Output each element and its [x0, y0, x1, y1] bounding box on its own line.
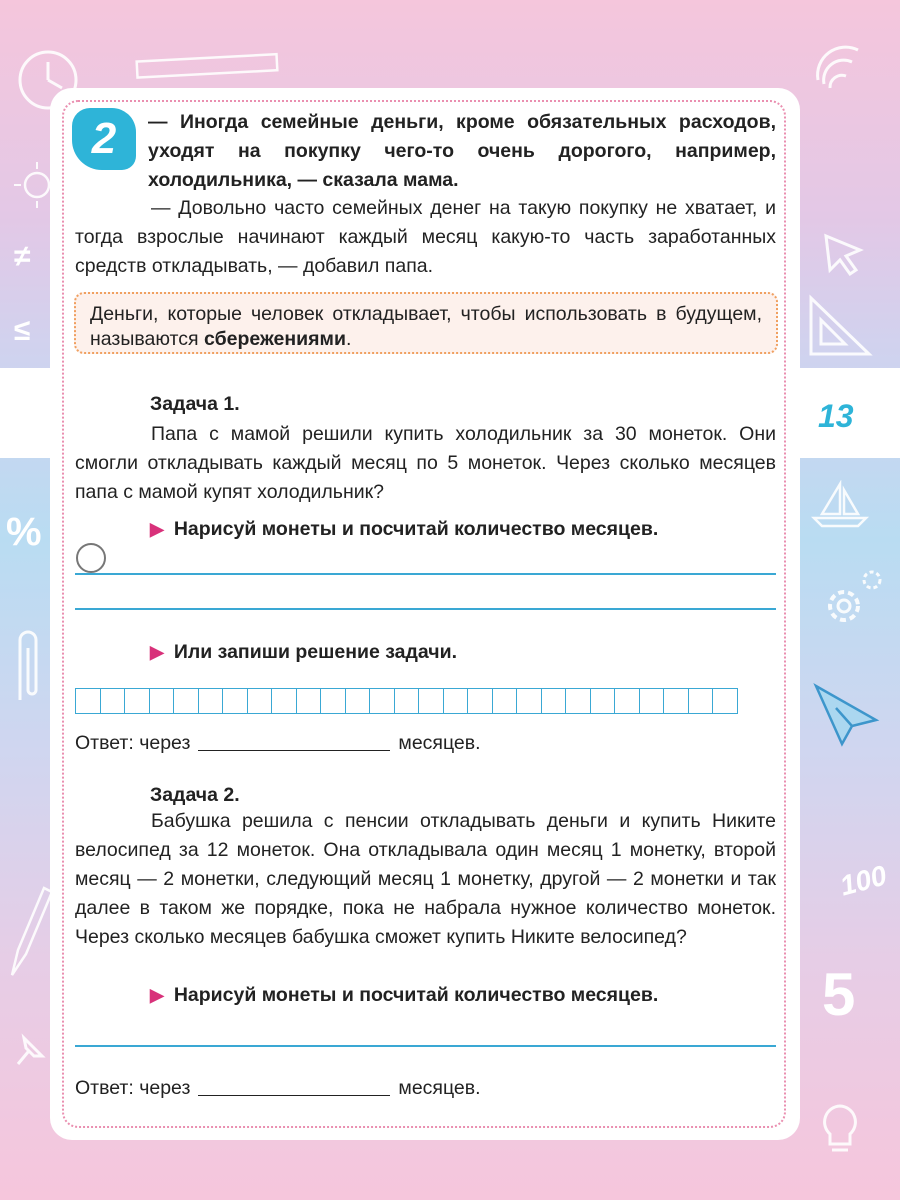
task1-draw-instruction — [150, 518, 658, 541]
grid-cell[interactable] — [370, 688, 395, 714]
arrow-icon: ▶ — [150, 642, 164, 662]
grid-cell[interactable] — [713, 688, 738, 714]
grid-cell[interactable] — [517, 688, 542, 714]
hundred-icon: 100 — [836, 859, 890, 902]
answer-blank[interactable] — [198, 732, 390, 751]
grid-cell[interactable] — [223, 688, 248, 714]
grid-cell[interactable] — [542, 688, 567, 714]
grid-cell[interactable] — [566, 688, 591, 714]
page-number: 13 — [818, 398, 854, 434]
answer-blank[interactable] — [198, 1077, 390, 1096]
paper-plane-icon — [812, 680, 882, 750]
grid-cell[interactable] — [468, 688, 493, 714]
wifi-icon — [810, 40, 870, 100]
grid-cell[interactable] — [199, 688, 224, 714]
definition-end: . — [345, 328, 352, 350]
grid-cell[interactable] — [272, 688, 297, 714]
answer-prefix: Ответ: через — [75, 732, 191, 754]
grid-cell[interactable] — [689, 688, 714, 714]
answer-prefix: Ответ: через — [75, 1077, 191, 1099]
task1-title: Задача 1. — [150, 393, 240, 415]
grid-cell[interactable] — [346, 688, 371, 714]
grid-cell[interactable] — [297, 688, 322, 714]
answer-suffix: месяцев. — [398, 732, 481, 754]
drawing-line-2[interactable] — [75, 608, 776, 610]
grid-cell[interactable] — [101, 688, 126, 714]
task2-answer — [75, 1077, 481, 1100]
sailboat-icon — [810, 480, 870, 530]
triangle-ruler-icon — [805, 290, 875, 360]
grid-cell[interactable] — [493, 688, 518, 714]
cursor-icon — [820, 230, 870, 280]
percent-icon: % — [6, 510, 42, 554]
task1-text: Папа с мамой решили купить холодильник за 30 монеток. Они смогли откладывать каждый месяц по 5 монеток. Через сколько месяцев папа с мамой купят холодильник? — [75, 423, 776, 503]
drawing-line-1[interactable] — [75, 573, 776, 575]
less-equal-icon: ≤ — [14, 314, 31, 347]
arrow-icon: ▶ — [150, 985, 164, 1005]
grid-cell[interactable] — [419, 688, 444, 714]
task2-text: Бабушка решила с пенсии откладывать деньги и купить Никите велосипед за 12 монеток. Она откладывала один месяц 1 монетку, второй месяц — 2 монетки, следующий месяц 1 монетку, другой — 2 монетки и так далее в таком же порядке, пока не набрала нужное количество монеток. Через сколько месяцев бабушка сможет купить Никите велосипед? — [75, 810, 776, 948]
lightbulb-icon — [815, 1100, 865, 1160]
grid-cell[interactable] — [150, 688, 175, 714]
grid-cell[interactable] — [76, 688, 101, 714]
grid-cell[interactable] — [664, 688, 689, 714]
task1-body — [75, 420, 776, 507]
task1-write-label: Или запиши решение задачи. — [173, 641, 457, 663]
grid-cell[interactable] — [591, 688, 616, 714]
definition-text: Деньги, которые человек откладывает, чтобы использовать в будущем, называются — [90, 303, 762, 350]
solution-grid[interactable] — [75, 688, 738, 714]
grid-cell[interactable] — [321, 688, 346, 714]
intro-paragraph — [75, 194, 776, 281]
gear-icon — [818, 568, 888, 638]
grid-cell[interactable] — [395, 688, 420, 714]
drawing-line-3[interactable] — [75, 1045, 776, 1047]
task1-answer — [75, 732, 481, 755]
grid-cell[interactable] — [248, 688, 273, 714]
grid-cell[interactable] — [640, 688, 665, 714]
pencil-icon — [4, 880, 54, 980]
grid-cell[interactable] — [444, 688, 469, 714]
pushpin-icon — [10, 1030, 50, 1070]
task2-title: Задача 2. — [150, 784, 240, 806]
intro-bold-paragraph: — Иногда семейные деньги, кроме обязательных расходов, уходят на покупку чего-то очень дорогого, например, холодильника, — сказала мама. — [148, 111, 776, 191]
grid-cell[interactable] — [125, 688, 150, 714]
grid-cell[interactable] — [615, 688, 640, 714]
ruler-icon — [135, 52, 285, 82]
definition-box — [74, 292, 778, 354]
grid-cell[interactable] — [174, 688, 199, 714]
arrow-icon: ▶ — [150, 519, 164, 539]
task2-draw-label: Нарисуй монеты и посчитай количество месяцев. — [173, 984, 659, 1006]
task2-body — [75, 807, 776, 952]
task2-draw-instruction — [150, 984, 658, 1007]
not-equal-icon: ≠ — [14, 240, 31, 273]
intro-normal-text: — Довольно часто семейных денег на такую покупку не хватает, и тогда взрослые начинают каждый месяц какую-то часть заработанных средств откладывать, — добавил папа. — [75, 197, 776, 277]
task1-write-instruction — [150, 641, 457, 664]
task1-draw-label: Нарисуй монеты и посчитай количество месяцев. — [173, 518, 659, 540]
definition-term: сбережениями — [203, 328, 346, 350]
five-icon: 5 — [822, 961, 856, 1028]
answer-suffix: месяцев. — [398, 1077, 481, 1099]
coin-sample — [76, 543, 106, 573]
paperclip-icon — [8, 620, 48, 710]
exercise-number-badge: 2 — [72, 108, 136, 170]
